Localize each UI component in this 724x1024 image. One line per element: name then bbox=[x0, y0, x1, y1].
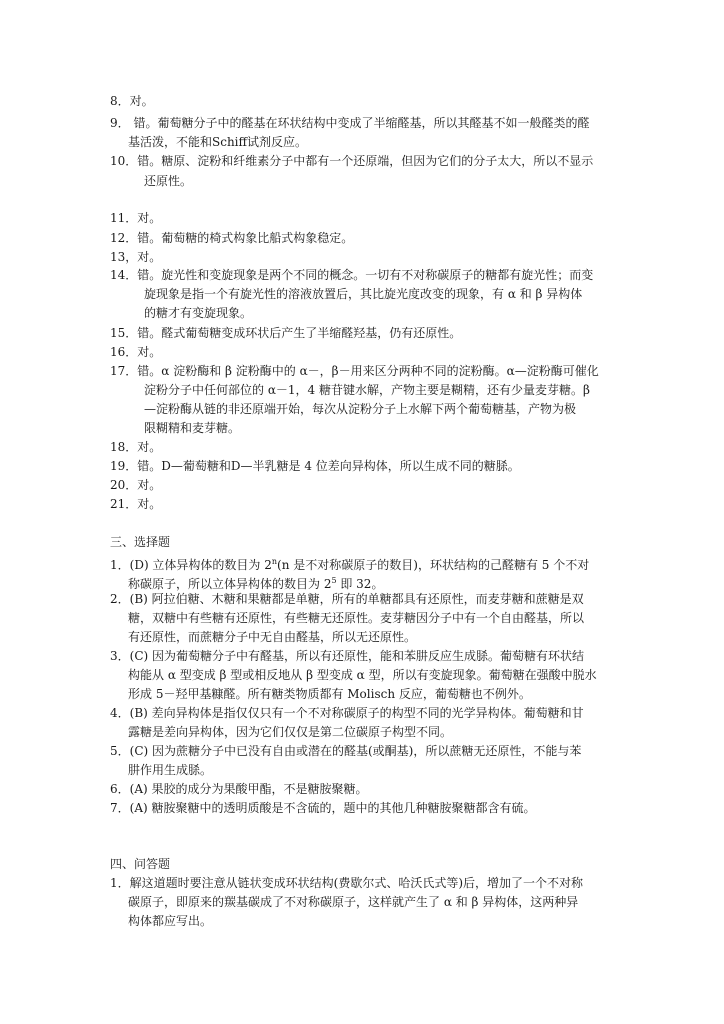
text-run: 称碳原子，所以立体异构体的数目为 2 bbox=[128, 577, 332, 591]
answer-line: 形成 5－羟甲基糠醛。所有糖类物质都有 Molisch 反应，葡萄糖也不例外。 bbox=[128, 687, 531, 701]
answer-line: 有还原性，而蔗糖分子中无自由醛基，所以无还原性。 bbox=[128, 630, 417, 644]
answer-line: 旋现象是指一个有旋光性的溶液放置后，其比旋光度改变的现象，有 α 和 β 异构体 bbox=[144, 287, 583, 301]
answer-item: 13，对。 bbox=[110, 250, 162, 264]
section-heading-qa: 四、问答题 bbox=[110, 857, 171, 871]
answer-item: 12．错。葡萄糖的椅式构象比船式构象稳定。 bbox=[110, 231, 354, 245]
text-run: (n 是不对称碳原子的数目)，环状结构的己醛糖有 5 个不对 bbox=[277, 558, 590, 572]
answer-item: 7．(A) 糖胺聚糖中的透明质酸是不含硫的，题中的其他几种糖胺聚糖都含有硫。 bbox=[110, 801, 536, 815]
answer-item: 21．对。 bbox=[110, 497, 162, 511]
answer-item: 11．对。 bbox=[110, 211, 162, 225]
answer-item: 2．(B) 阿拉伯糖、木糖和果糖都是单糖，所有的单糖都具有还原性，而麦芽糖和蔗糖是双 bbox=[110, 592, 584, 606]
answer-item: 1．解这道题时要注意从链状变成环状结构(费歇尔式、哈沃氏式等)后，增加了一个不对称 bbox=[110, 876, 584, 890]
answer-item: 16．对。 bbox=[110, 345, 162, 359]
answer-item: 14．错。旋光性和变旋现象是两个不同的概念。一切有不对称碳原子的糖都有旋光性；而变 bbox=[110, 268, 594, 282]
answer-item: 5．(C) 因为蔗糖分子中已没有自由或潜在的醛基(或酮基)，所以蔗糖无还原性，不能与苯 bbox=[110, 744, 582, 758]
answer-item: 17．错。α 淀粉酶和 β 淀粉酶中的 α－，β－用来区分两种不同的淀粉酶。α—淀粉酶可催化 bbox=[110, 364, 599, 378]
answer-line: 基活泼，不能和Schiff试剂反应。 bbox=[128, 135, 308, 149]
answer-line: 限糊精和麦芽糖。 bbox=[144, 421, 241, 435]
text-run: 1．(D) 立体异构体的数目为 2 bbox=[110, 558, 272, 572]
superscript: 5 bbox=[331, 576, 337, 585]
section-heading-choice: 三、选择题 bbox=[110, 535, 171, 549]
text-run: 即 32。 bbox=[336, 577, 384, 591]
answer-line: 构体都应写出。 bbox=[128, 914, 213, 928]
answer-line: 还原性。 bbox=[144, 174, 193, 188]
answer-line: 露糖是差向异构体，因为它们仅仅是第二位碳原子构型不同。 bbox=[128, 725, 453, 739]
answer-line: 构能从 α 型变成 β 型或相反地从 β 型变成 α 型，所以有变旋现象。葡萄糖在强酸中脱水 bbox=[128, 668, 597, 682]
answer-line: 淀粉分子中任何部位的 α－1，4 糖苷键水解，产物主要是糊精，还有少量麦芽糖。β bbox=[144, 383, 590, 397]
answer-line: 碳原子，即原来的羰基碳成了不对称碳原子，这样就产生了 α 和 β 异构体，这两种异 bbox=[128, 895, 579, 909]
answer-item: 9． 错。葡萄糖分子中的醛基在环状结构中变成了半缩醛基，所以其醛基不如一般醛类的醛 bbox=[110, 116, 590, 130]
answer-item: 8．对。 bbox=[110, 94, 154, 108]
answer-item: 6．(A) 果胶的成分为果酸甲酯，不是糖胺聚糖。 bbox=[110, 782, 368, 796]
answer-line: 肼作用生成脎。 bbox=[128, 763, 213, 777]
answer-item: 10．错。糖原、淀粉和纤维素分子中都有一个还原端，但因为它们的分子太大，所以不显示 bbox=[110, 154, 594, 168]
superscript: n bbox=[271, 557, 278, 566]
answer-item: 20．对。 bbox=[110, 478, 162, 492]
answer-item: 15．错。醛式葡萄糖变成环状后产生了半缩醛羟基，仍有还原性。 bbox=[110, 326, 462, 340]
answer-line: —淀粉酶从链的非还原端开始，每次从淀粉分子上水解下两个葡萄糖基，产物为极 bbox=[144, 402, 577, 416]
answer-item: 3．(C) 因为葡萄糖分子中有醛基，所以有还原性，能和苯肼反应生成脎。葡萄糖有环状结 bbox=[110, 649, 584, 663]
answer-line: 的糖才有变旋现象。 bbox=[144, 306, 253, 320]
answer-item: 18．对。 bbox=[110, 440, 162, 454]
answer-item: 4．(B) 差向异构体是指仅仅只有一个不对称碳原子的构型不同的光学异构体。葡萄糖和甘 bbox=[110, 706, 584, 720]
answer-line: 糖，双糖中有些糖有还原性，有些糖无还原性。麦芽糖因分子中有一个自由醛基，所以 bbox=[128, 611, 585, 625]
answer-item: 19．错。D—葡萄糖和D—半乳糖是 4 位差向异构体，所以生成不同的糖脎。 bbox=[110, 459, 520, 473]
